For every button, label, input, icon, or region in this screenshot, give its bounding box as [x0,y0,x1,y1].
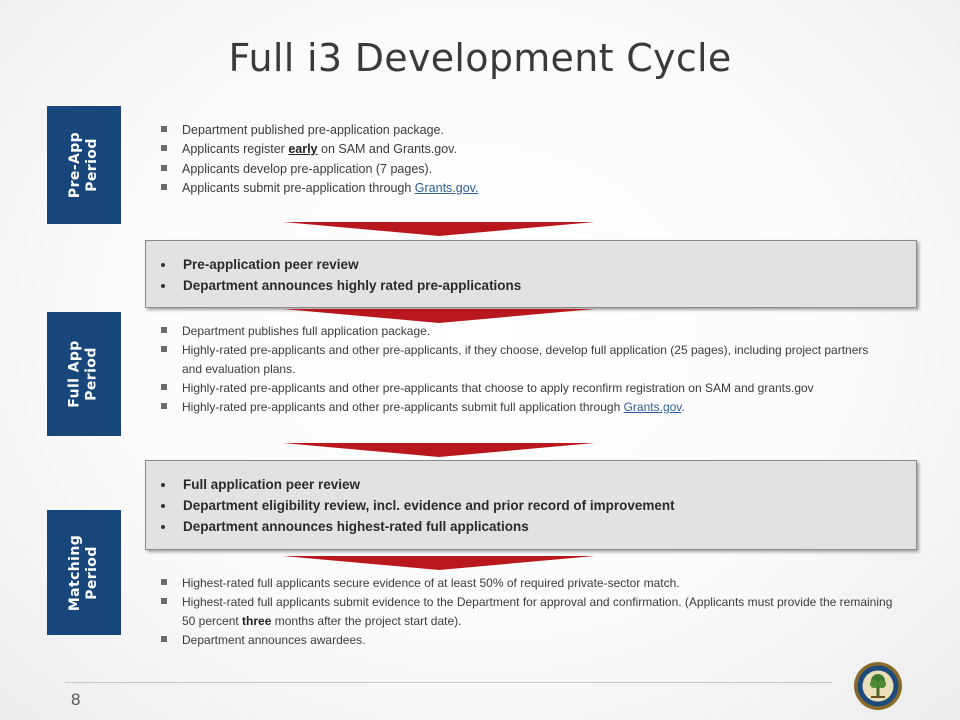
down-arrow-icon [283,222,595,236]
pre-app-period-label: Pre-App Period [47,106,121,224]
list-item: Applicants develop pre-application (7 pages). [154,160,854,179]
bullet-square-icon [161,126,167,132]
bullet-square-icon [161,346,167,352]
pre-app-list [154,121,854,198]
full-app-list [154,322,874,417]
slide-title: Full i3 Development Cycle [228,36,732,80]
bullet-square-icon [161,165,167,171]
down-arrow-icon [283,309,595,323]
list-item: Full application peer review [146,474,916,495]
department-seal-icon [853,661,903,711]
list-item: Highest-rated full applicants submit evidence to the Department for approval and confirmation. (Applicants must provide the remaining 50 percent three months after the project start date). [154,593,894,631]
bullet-dot-icon [161,284,165,288]
list-item: Applicants register early on SAM and Grants.gov. [154,140,854,159]
list-item: Highest-rated full applicants secure evidence of at least 50% of required private-sector match. [154,574,894,593]
down-arrow-icon [283,556,595,570]
grants-gov-link[interactable]: Grants.gov [623,400,682,414]
list-item: Highly-rated pre-applicants and other pre-applicants, if they choose, develop full application (25 pages), including project partners and evaluation plans. [154,341,874,379]
matching-list [154,574,894,650]
bullet-square-icon [161,184,167,190]
list-item: Highly-rated pre-applicants and other pre-applicants that choose to apply reconfirm registration on SAM and grants.gov [154,379,874,398]
bullet-square-icon [161,636,167,642]
bullet-square-icon [161,384,167,390]
down-arrow-icon [283,443,595,457]
list-item: Department published pre-application package. [154,121,854,140]
list-item: Department announces awardees. [154,631,894,650]
footer-divider [65,682,832,683]
bullet-square-icon [161,145,167,151]
bullet-dot-icon [161,263,165,267]
list-item: Department announces highest-rated full applications [146,516,916,537]
bullet-square-icon [161,403,167,409]
list-item: Highly-rated pre-applicants and other pre-applicants submit full application through Grants.gov. [154,398,874,417]
bullet-dot-icon [161,504,165,508]
bullet-dot-icon [161,525,165,529]
page-number: 8 [71,690,81,709]
list-item: Pre-application peer review [146,254,916,275]
pre-app-review-box [145,240,917,308]
bullet-square-icon [161,579,167,585]
full-app-period-label: Full App Period [47,312,121,436]
full-app-review-box [145,460,917,550]
list-item: Department publishes full application package. [154,322,874,341]
list-item: Applicants submit pre-application through Grants.gov. [154,179,854,198]
bullet-square-icon [161,598,167,604]
bullet-dot-icon [161,483,165,487]
bullet-square-icon [161,327,167,333]
list-item: Department eligibility review, incl. evidence and prior record of improvement [146,495,916,516]
list-item: Department announces highly rated pre-applications [146,275,916,296]
matching-period-label: Matching Period [47,510,121,635]
grants-gov-link[interactable]: Grants.gov. [414,180,479,195]
